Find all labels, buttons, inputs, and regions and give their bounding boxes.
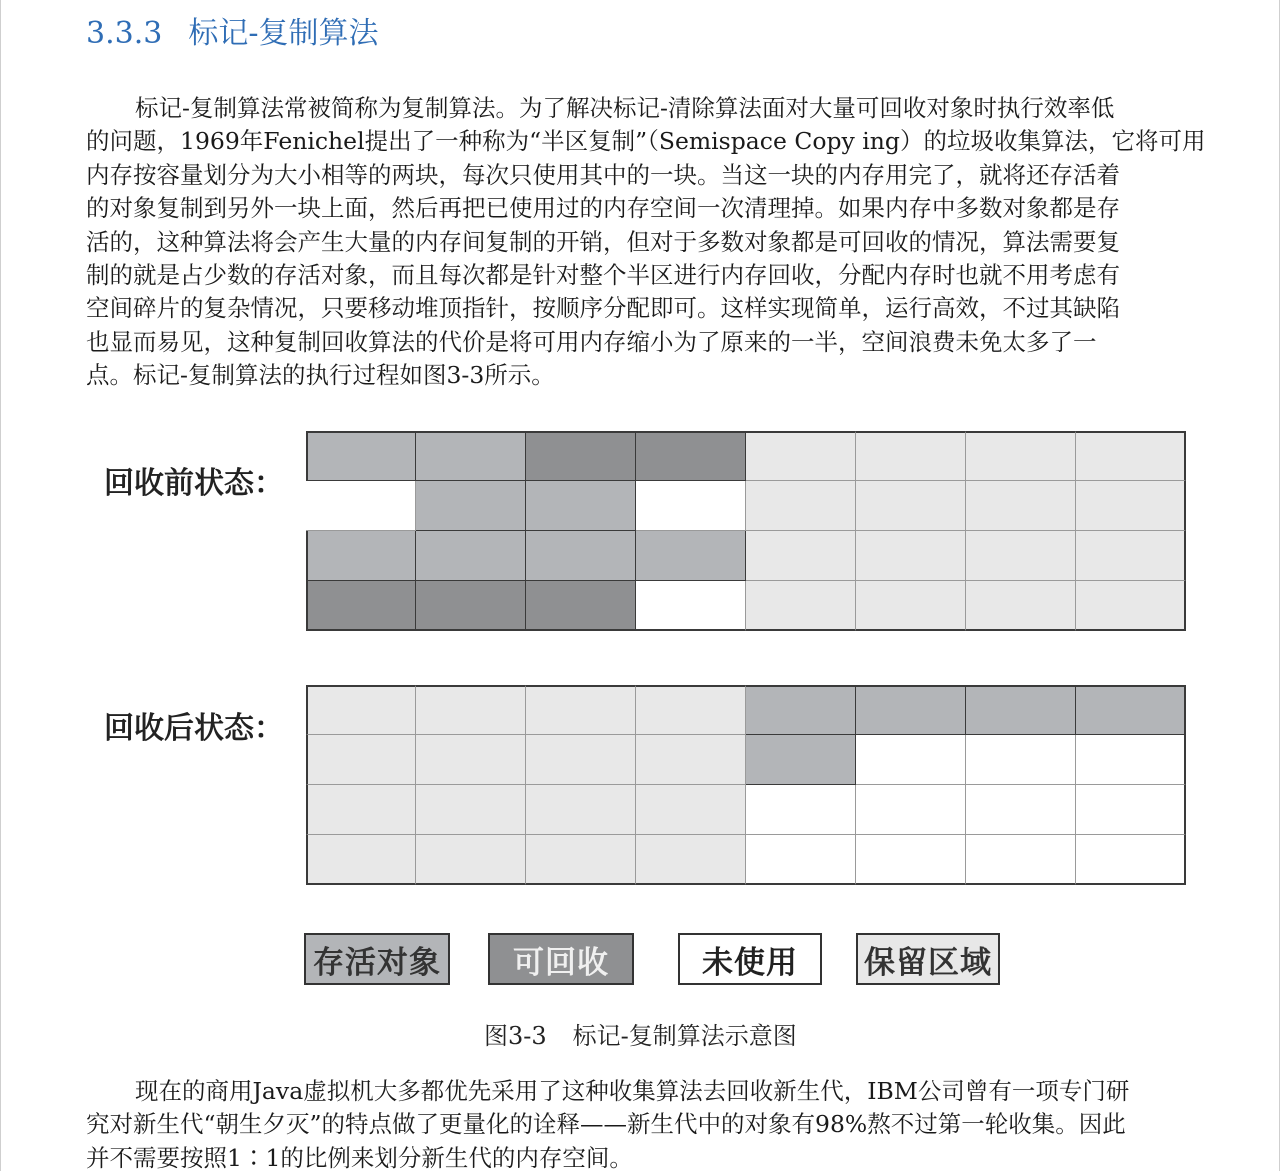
memory-grid-before (306, 431, 1186, 631)
reserved-cell (636, 835, 746, 885)
paragraph-line: 的对象复制到另外一块上面，然后再把已使用过的内存空间一次清理掉。如果内存中多数对象都是存 (86, 194, 1120, 223)
reserved-cell (636, 735, 746, 785)
live-object-cell (416, 431, 526, 481)
reserved-cell (856, 481, 966, 531)
unused-cell (746, 835, 856, 885)
unused-cell (966, 835, 1076, 885)
live-object-cell (856, 685, 966, 735)
legend-live-object: 存活对象 (304, 933, 450, 985)
unused-cell (1076, 785, 1186, 835)
reserved-cell (526, 685, 636, 735)
unused-cell (856, 785, 966, 835)
reserved-cell (966, 481, 1076, 531)
paragraph-line: 现在的商用Java虚拟机大多都优先采用了这种收集算法去回收新生代，IBM公司曾有一项专门研 (135, 1077, 1130, 1105)
legend-reserved: 保留区域 (856, 933, 1000, 985)
live-object-cell (306, 431, 416, 481)
unused-cell (856, 735, 966, 785)
reserved-cell (526, 735, 636, 785)
reserved-cell (746, 531, 856, 581)
paragraph-line: 究对新生代“朝生夕灭”的特点做了更量化的诠释——新生代中的对象有98%熬不过第一轮收集。因此 (86, 1110, 1126, 1139)
reserved-cell (306, 835, 416, 885)
unused-cell (966, 785, 1076, 835)
paragraph-line: 点。标记-复制算法的执行过程如图3-3所示。 (86, 361, 555, 390)
reserved-cell (746, 581, 856, 631)
reserved-cell (746, 431, 856, 481)
reserved-cell (1076, 531, 1186, 581)
reserved-cell (306, 735, 416, 785)
unused-cell (966, 735, 1076, 785)
live-object-cell (526, 481, 636, 531)
paragraph-followup (86, 1075, 1190, 1175)
reserved-cell (416, 835, 526, 885)
paragraph-line: 活的，这种算法将会产生大量的内存间复制的开销，但对于多数对象都是可回收的情况，算法需要复 (86, 227, 1120, 256)
unused-cell (306, 481, 416, 531)
reserved-cell (416, 785, 526, 835)
live-object-cell (306, 531, 416, 581)
reclaimable-cell (416, 581, 526, 631)
legend-reclaimable: 可回收 (488, 933, 634, 985)
unused-cell (856, 835, 966, 885)
unused-cell (1076, 835, 1186, 885)
reserved-cell (526, 785, 636, 835)
live-object-cell (416, 481, 526, 531)
reserved-cell (636, 685, 746, 735)
paragraph-line: 空间碎片的复杂情况，只要移动堆顶指针，按顺序分配即可。这样实现简单，运行高效，不过其缺陷 (86, 294, 1120, 323)
reserved-cell (1076, 431, 1186, 481)
reclaimable-cell (526, 431, 636, 481)
unused-cell (746, 785, 856, 835)
unused-cell (1076, 735, 1186, 785)
reserved-cell (306, 685, 416, 735)
reserved-cell (966, 431, 1076, 481)
section-title: 标记-复制算法 (188, 16, 379, 51)
paragraph-line: 的问题，1969年Fenichel提出了一种称为“半区复制”（Semispace Copy ing）的垃圾收集算法，它将可用 (86, 127, 1206, 156)
before-state-label: 回收前状态： (104, 466, 284, 501)
paragraph-intro (86, 92, 1206, 393)
section-number: 3.3.3 (86, 16, 163, 51)
reserved-cell (856, 581, 966, 631)
section-heading (86, 8, 378, 52)
live-object-cell (416, 531, 526, 581)
figure-number: 图3-3 (484, 1022, 547, 1050)
live-object-cell (746, 685, 856, 735)
figure-title: 标记-复制算法示意图 (572, 1022, 797, 1050)
unused-cell (636, 481, 746, 531)
paragraph-line: 也显而易见，这种复制回收算法的代价是将可用内存缩小为了原来的一半，空间浪费未免太多了一 (86, 327, 1097, 356)
reserved-cell (966, 581, 1076, 631)
paragraph-line: 制的就是占少数的存活对象，而且每次都是针对整个半区进行内存回收，分配内存时也就不用考虑有 (86, 261, 1120, 290)
reserved-cell (746, 481, 856, 531)
legend-unused: 未使用 (678, 933, 822, 985)
live-object-cell (636, 531, 746, 581)
live-object-cell (526, 531, 636, 581)
paragraph-line: 内存按容量划分为大小相等的两块，每次只使用其中的一块。当这一块的内存用完了，就将还存活着 (86, 160, 1120, 189)
figure-caption (484, 1016, 797, 1051)
after-state-label: 回收后状态： (104, 711, 284, 746)
reserved-cell (416, 685, 526, 735)
reserved-cell (856, 531, 966, 581)
live-object-cell (966, 685, 1076, 735)
reclaimable-cell (526, 581, 636, 631)
reserved-cell (966, 531, 1076, 581)
live-object-cell (746, 735, 856, 785)
page-left-edge (0, 0, 1, 1171)
reserved-cell (856, 431, 966, 481)
reserved-cell (306, 785, 416, 835)
memory-grid-after (306, 685, 1186, 885)
reserved-cell (636, 785, 746, 835)
live-object-cell (1076, 685, 1186, 735)
reclaimable-cell (636, 431, 746, 481)
reserved-cell (1076, 481, 1186, 531)
unused-cell (636, 581, 746, 631)
reserved-cell (416, 735, 526, 785)
paragraph-line: 并不需要按照1∶1的比例来划分新生代的内存空间。 (86, 1143, 633, 1172)
reserved-cell (1076, 581, 1186, 631)
reclaimable-cell (306, 581, 416, 631)
paragraph-line: 标记-复制算法常被简称为复制算法。为了解决标记-清除算法面对大量可回收对象时执行效率低 (135, 94, 1115, 122)
reserved-cell (526, 835, 636, 885)
